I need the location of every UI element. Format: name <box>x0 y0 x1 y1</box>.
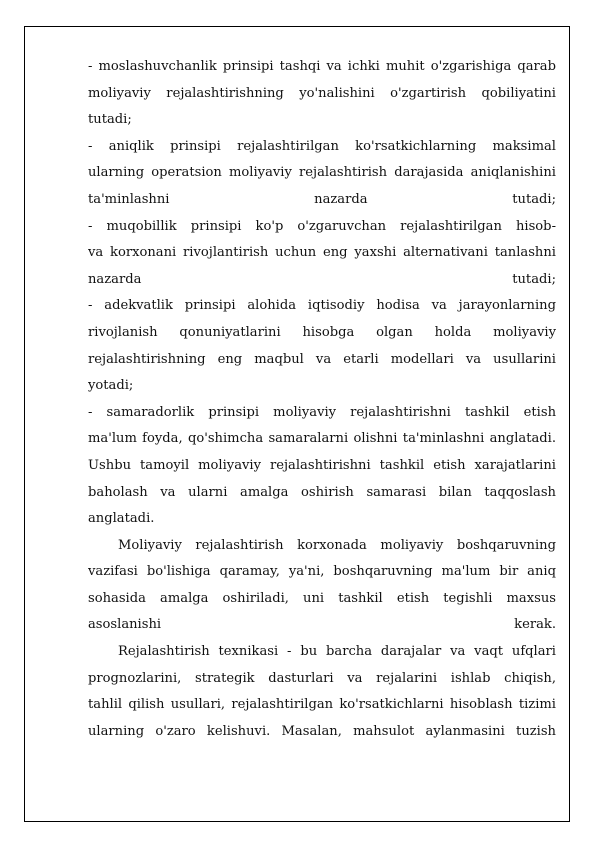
text-line: rejalashtirishning eng maqbul va etarli modellari va usullarini <box>88 351 556 367</box>
text-line: Moliyaviy rejalashtirish korxonada moliyaviy boshqaruvning <box>118 537 556 553</box>
text-line: Ushbu tamoyil moliyaviy rejalashtirishni tashkil etish xarajatlarini <box>88 457 556 473</box>
text-line: asoslanishi kerak. <box>88 617 556 633</box>
text-line: nazarda tutadi; <box>88 271 556 287</box>
text-line: sohasida amalga oshiriladi, uni tashkil etish tegishli maxsus <box>88 590 556 606</box>
text-line: baholash va ularni amalga oshirish samarasi bilan taqqoslash <box>88 484 556 500</box>
text-line: - aniqlik prinsipi rejalashtirilgan ko'rsatkichlarning maksimal <box>88 138 556 154</box>
text-line: rivojlanish qonuniyatlarini hisobga olgan holda moliyaviy <box>88 324 556 340</box>
text-line: - moslashuvchanlik prinsipi tashqi va ichki muhit o'zgarishiga qarab <box>88 59 556 74</box>
text-line: tahlil qilish usullari, rejalashtirilgan ko'rsatkichlarni hisoblash tizimi <box>88 697 556 713</box>
text-line: ularning o'zaro kelishuvi. Masalan, mahsulot aylanmasini tuzish <box>88 723 556 739</box>
text-line: Rejalashtirish texnikasi - bu barcha darajalar va vaqt ufqlari <box>118 644 556 660</box>
text-line: vazifasi bo'lishiga qaramay, ya'ni, boshqaruvning ma'lum bir aniq <box>88 564 556 580</box>
document-body <box>88 54 556 745</box>
text-line: - adekvatlik prinsipi alohida iqtisodiy hodisa va jarayonlarning <box>88 298 556 314</box>
text-line: - muqobillik prinsipi ko'p o'zgaruvchan rejalashtirilgan hisob- <box>88 218 556 234</box>
text-line: ularning operatsion moliyaviy rejalashtirish darajasida aniqlanishini <box>88 165 556 181</box>
text-line: tutadi; <box>88 112 132 128</box>
text-line: ta'minlashni nazarda tutadi; <box>88 191 556 207</box>
text-line: yotadi; <box>88 378 134 394</box>
text-line: va korxonani rivojlantirish uchun eng yaxshi alternativani tanlashni <box>88 245 556 261</box>
text-line: moliyaviy rejalashtirishning yo'nalishini o'zgartirish qobiliyatini <box>88 85 556 101</box>
text-line: - samaradorlik prinsipi moliyaviy rejalashtirishni tashkil etish <box>88 404 556 420</box>
text-line: anglatadi. <box>88 511 155 527</box>
text-line: prognozlarini, strategik dasturlari va rejalarini ishlab chiqish, <box>88 670 556 686</box>
text-line: ma'lum foyda, qo'shimcha samaralarni olishni ta'minlashni anglatadi. <box>88 431 556 447</box>
